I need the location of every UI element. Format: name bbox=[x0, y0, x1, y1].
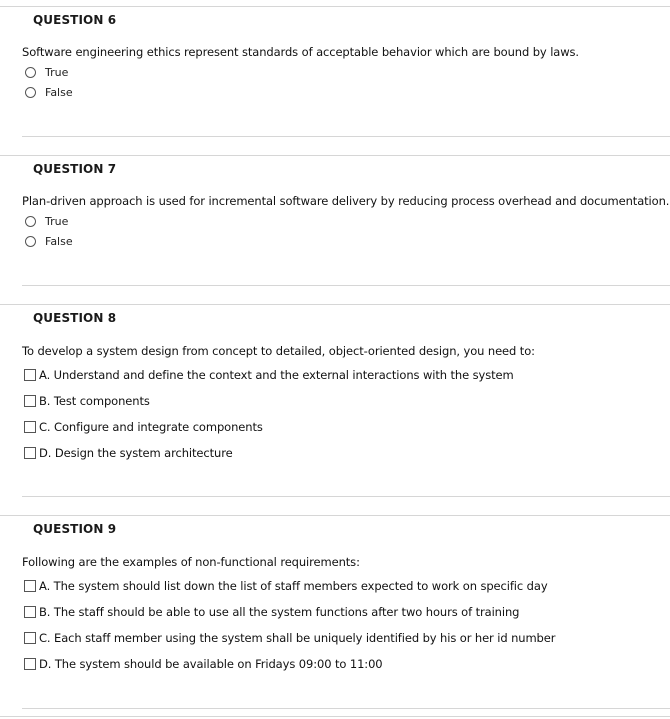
question-7-option-true[interactable] bbox=[25, 213, 68, 229]
checkbox-icon[interactable] bbox=[24, 658, 36, 670]
radio-button-icon[interactable] bbox=[25, 236, 36, 247]
question-6-title: QUESTION 6 bbox=[33, 13, 117, 27]
radio-button-icon[interactable] bbox=[25, 216, 36, 227]
question-6-option-false-label: False bbox=[45, 85, 73, 99]
radio-button-icon[interactable] bbox=[25, 87, 36, 98]
question-8-title: QUESTION 8 bbox=[33, 311, 117, 325]
checkbox-icon[interactable] bbox=[24, 421, 36, 433]
question-9-footer-divider bbox=[22, 708, 670, 709]
question-9-option-d[interactable] bbox=[24, 656, 383, 672]
question-9-option-a-label: A. The system should list down the list of staff members expected to work on specific day bbox=[39, 579, 548, 593]
checkbox-icon[interactable] bbox=[24, 447, 36, 459]
question-9-option-b-label: B. The staff should be able to use all the system functions after two hours of training bbox=[39, 605, 520, 619]
question-7-text: Plan-driven approach is used for incremental software delivery by reducing process overhead and documentation. bbox=[22, 194, 670, 208]
question-8-option-b[interactable] bbox=[24, 393, 150, 409]
question-9-option-c-label: C. Each staff member using the system shall be uniquely identified by his or her id number bbox=[39, 631, 556, 645]
question-8-header bbox=[0, 304, 670, 338]
radio-button-icon[interactable] bbox=[25, 67, 36, 78]
question-6-header bbox=[0, 6, 670, 40]
question-9-option-d-label: D. The system should be available on Fridays 09:00 to 11:00 bbox=[39, 657, 383, 671]
question-7-header bbox=[0, 155, 670, 189]
question-7-option-false-label: False bbox=[45, 234, 73, 248]
question-7-option-false[interactable] bbox=[25, 233, 73, 249]
question-6-option-true[interactable] bbox=[25, 64, 68, 80]
question-8-option-d-label: D. Design the system architecture bbox=[39, 446, 233, 460]
question-8-option-a-label: A. Understand and define the context and the external interactions with the system bbox=[39, 368, 514, 382]
checkbox-icon[interactable] bbox=[24, 369, 36, 381]
question-8-option-a[interactable] bbox=[24, 367, 514, 383]
checkbox-icon[interactable] bbox=[24, 395, 36, 407]
question-9-option-b[interactable] bbox=[24, 604, 519, 620]
question-8-option-c-label: C. Configure and integrate components bbox=[39, 420, 263, 434]
checkbox-icon[interactable] bbox=[24, 580, 36, 592]
page-bottom-divider bbox=[0, 716, 670, 717]
question-9-header bbox=[0, 515, 670, 549]
question-6-text: Software engineering ethics represent standards of acceptable behavior which are bound by laws. bbox=[22, 45, 579, 59]
question-7-title: QUESTION 7 bbox=[33, 162, 117, 176]
question-8-option-b-label: B. Test components bbox=[39, 394, 150, 408]
question-9-title: QUESTION 9 bbox=[33, 522, 117, 536]
question-8-option-d[interactable] bbox=[24, 445, 233, 461]
checkbox-icon[interactable] bbox=[24, 632, 36, 644]
question-8-text: To develop a system design from concept to detailed, object-oriented design, you need to: bbox=[22, 344, 535, 358]
question-7-footer-divider bbox=[22, 285, 670, 286]
question-6-option-false[interactable] bbox=[25, 84, 73, 100]
question-7-option-true-label: True bbox=[45, 214, 69, 228]
question-6-footer-divider bbox=[22, 136, 670, 137]
question-9-text: Following are the examples of non-functional requirements: bbox=[22, 555, 360, 569]
question-9-option-c[interactable] bbox=[24, 630, 555, 646]
question-9-option-a[interactable] bbox=[24, 578, 548, 594]
question-6-option-true-label: True bbox=[45, 65, 69, 79]
question-8-footer-divider bbox=[22, 496, 670, 497]
checkbox-icon[interactable] bbox=[24, 606, 36, 618]
question-8-option-c[interactable] bbox=[24, 419, 263, 435]
